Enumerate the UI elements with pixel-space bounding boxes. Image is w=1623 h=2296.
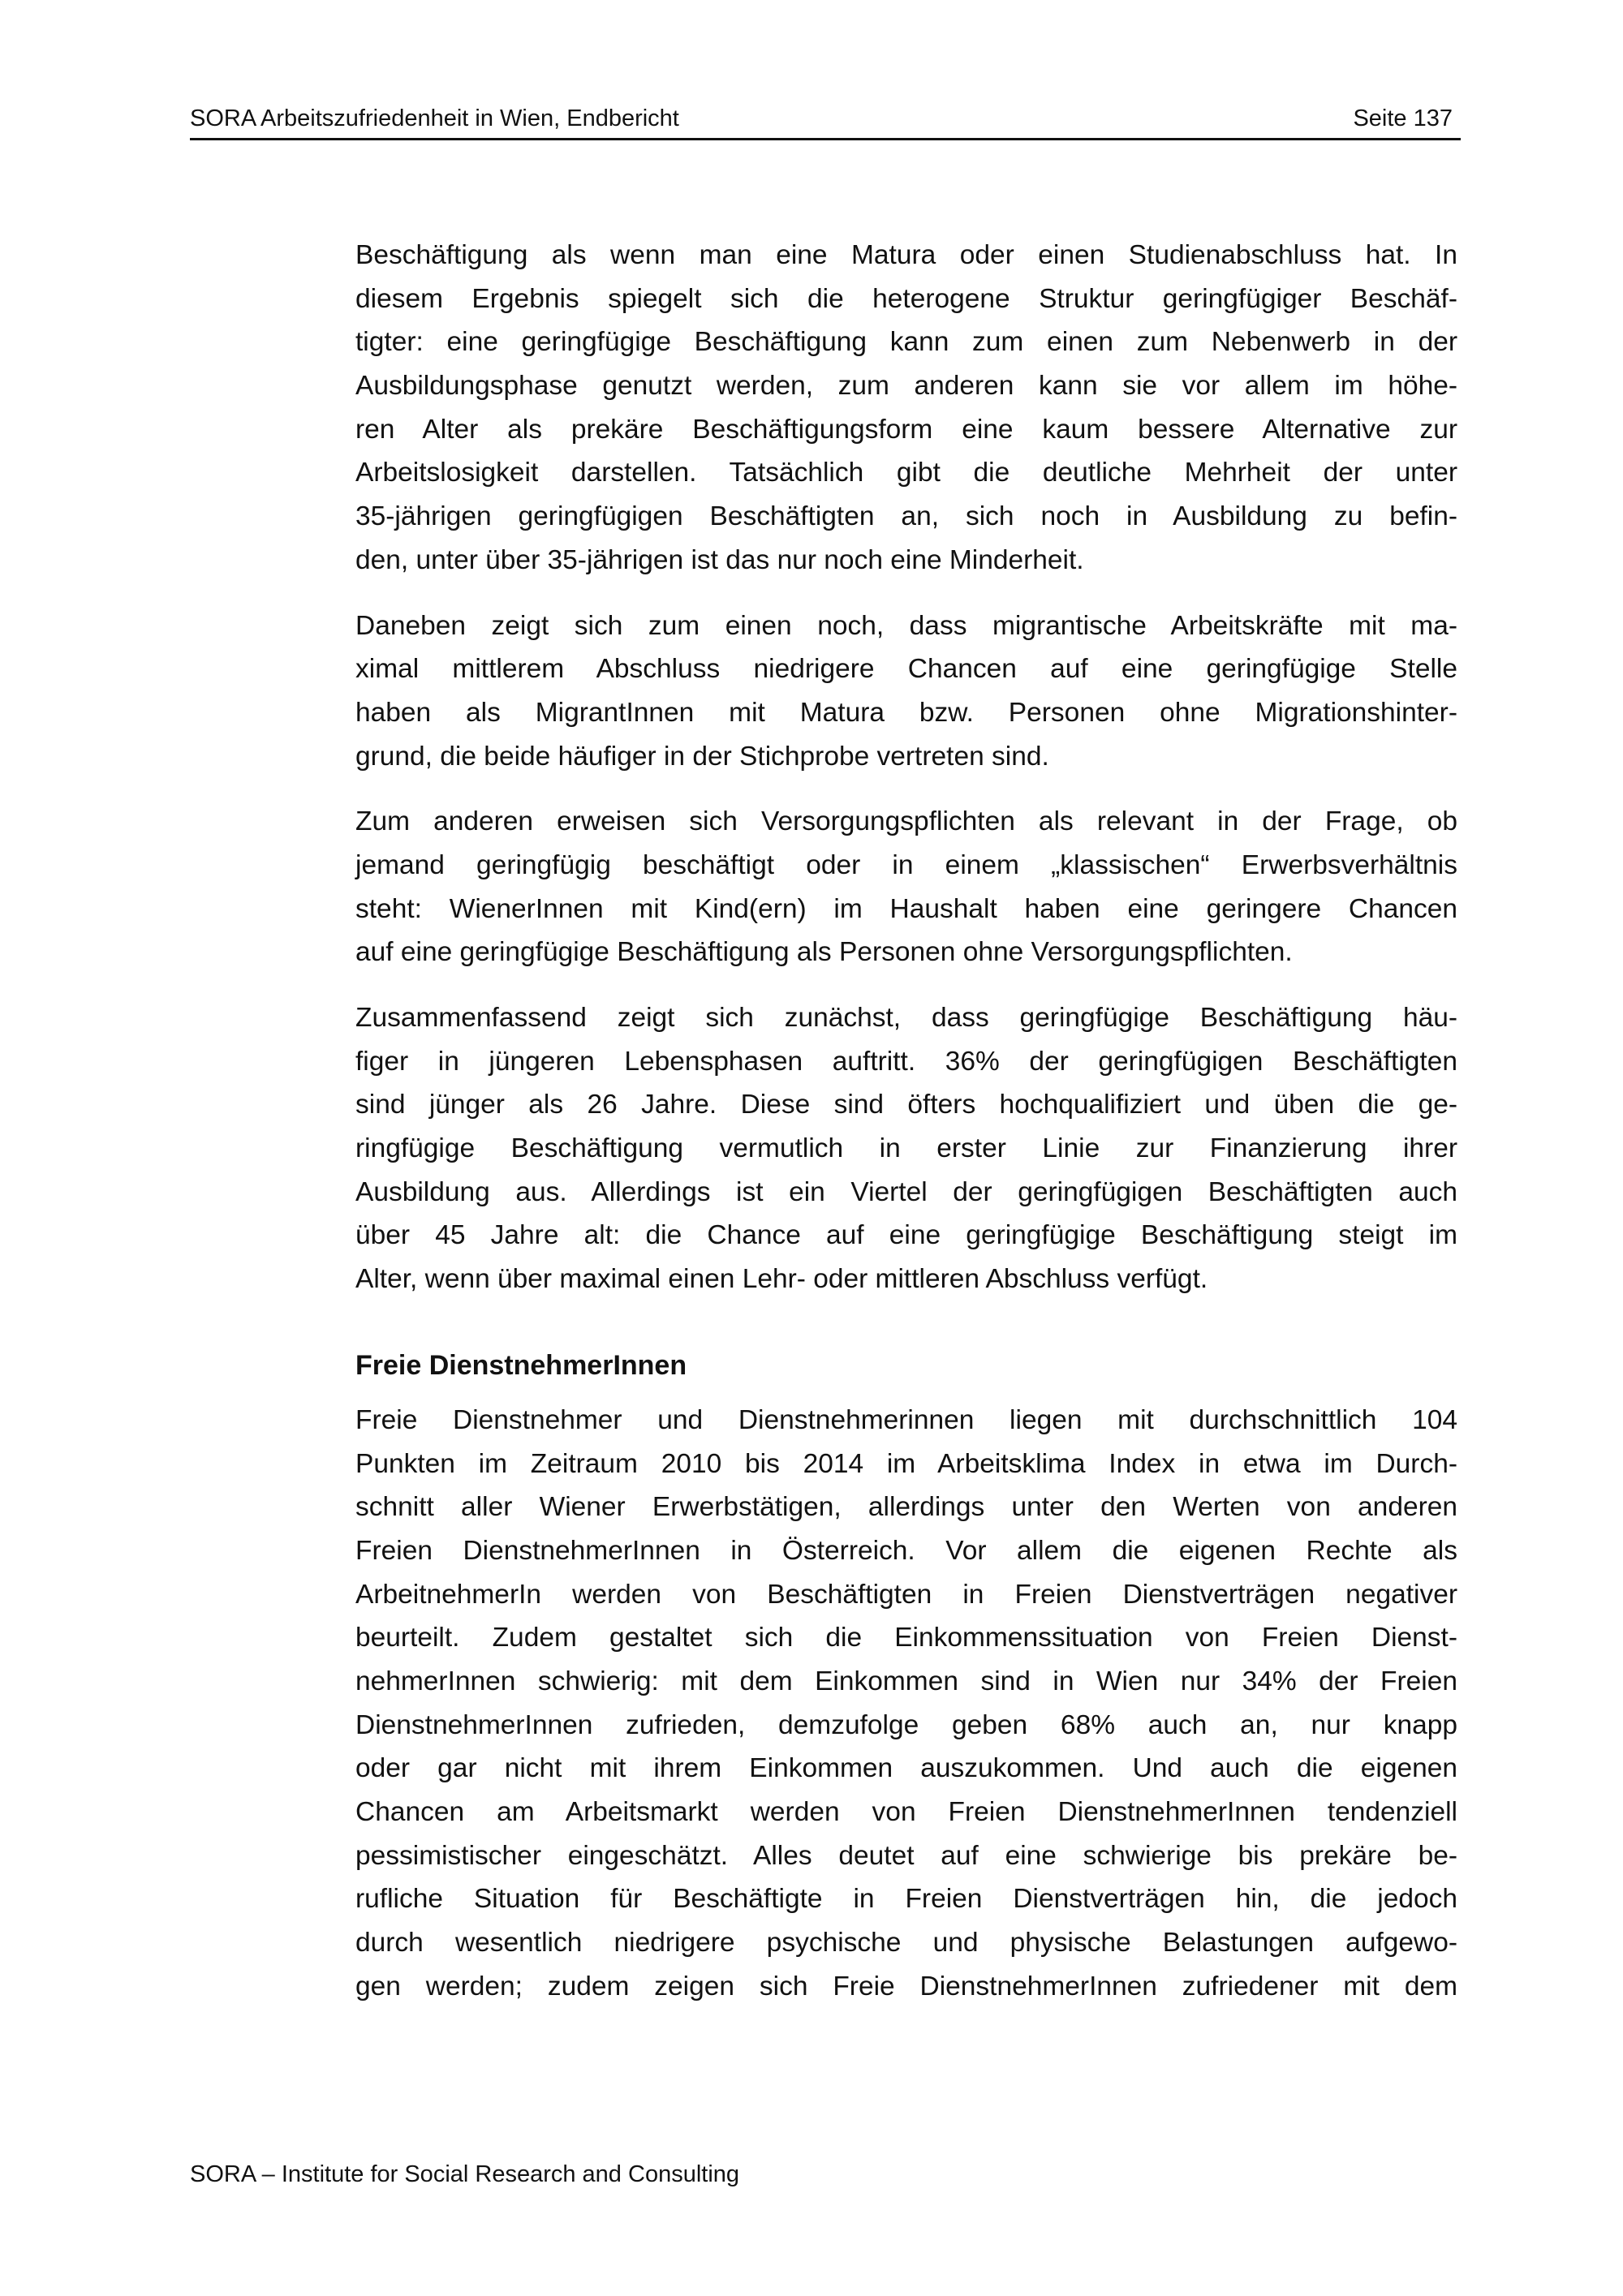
paragraph: [355, 234, 1457, 583]
text-line: diesem Ergebnis spiegelt sich die heterogene Struktur geringfügiger Beschäf-: [355, 283, 1457, 314]
text-line: Daneben zeigt sich zum einen noch, dass migrantische Arbeitskräfte mit ma-: [355, 610, 1457, 641]
page-header: [190, 102, 1461, 140]
text-line: beurteilt. Zudem gestaltet sich die Einkommenssituation von Freien Dienst-: [355, 1623, 1457, 1653]
text-line: Arbeitslosigkeit darstellen. Tatsächlich gibt die deutliche Mehrheit der unter: [355, 458, 1457, 488]
text-line: gen werden; zudem zeigen sich Freie DienstnehmerInnen zufriedener mit dem: [355, 1971, 1457, 2001]
body-content: [355, 234, 1457, 2030]
page-number: Seite 137: [1353, 105, 1453, 131]
text-line: schnitt aller Wiener Erwerbstätigen, allerdings unter den Werten von anderen: [355, 1492, 1457, 1523]
text-line: jemand geringfügig beschäftigt oder in einem „klassischen“ Erwerbsverhältnis: [355, 849, 1457, 880]
text-line: Zusammenfassend zeigt sich zunächst, dass geringfügige Beschäftigung häu-: [355, 1003, 1457, 1033]
header-title: SORA Arbeitszufriedenheit in Wien, Endbericht: [190, 105, 679, 131]
text-line: Beschäftigung als wenn man eine Matura oder einen Studienabschluss hat. In: [355, 240, 1457, 270]
text-line: oder gar nicht mit ihrem Einkommen auszukommen. Und auch die eigenen: [355, 1753, 1457, 1784]
text-line: sind jünger als 26 Jahre. Diese sind öfters hochqualifiziert und üben die ge-: [355, 1090, 1457, 1120]
section-heading: Freie DienstnehmerInnen: [355, 1349, 687, 1381]
text-line: ximal mittlerem Abschluss niedrigere Chancen auf eine geringfügige Stelle: [355, 654, 1457, 685]
paragraph: [355, 800, 1457, 974]
page-footer: SORA – Institute for Social Research and Consulting: [190, 2161, 740, 2187]
text-line: den, unter über 35-jährigen ist das nur noch eine Minderheit.: [355, 544, 1084, 575]
text-line: ringfügige Beschäftigung vermutlich in erster Linie zur Finanzierung ihrer: [355, 1133, 1457, 1164]
paragraph: [355, 604, 1457, 779]
text-line: figer in jüngeren Lebensphasen auftritt. 36% der geringfügigen Beschäftigten: [355, 1046, 1457, 1077]
text-line: auf eine geringfügige Beschäftigung als Personen ohne Versorgungspflichten.: [355, 937, 1293, 968]
text-line: ren Alter als prekäre Beschäftigungsform eine kaum bessere Alternative zur: [355, 414, 1457, 445]
text-line: DienstnehmerInnen zufrieden, demzufolge geben 68% auch an, nur knapp: [355, 1709, 1457, 1740]
text-line: über 45 Jahre alt: die Chance auf eine geringfügige Beschäftigung steigt im: [355, 1220, 1457, 1251]
text-line: haben als MigrantInnen mit Matura bzw. Personen ohne Migrationshinter-: [355, 697, 1457, 728]
paragraph: [355, 996, 1457, 1301]
text-line: rufliche Situation für Beschäftigte in Freien Dienstverträgen hin, die jedoch: [355, 1884, 1457, 1915]
text-line: tigter: eine geringfügige Beschäftigung kann zum einen zum Nebenwerb in der: [355, 327, 1457, 358]
text-line: Zum anderen erweisen sich Versorgungspflichten als relevant in der Frage, ob: [355, 806, 1457, 837]
text-line: ArbeitnehmerIn werden von Beschäftigten in Freien Dienstverträgen negativer: [355, 1579, 1457, 1610]
text-line: Ausbildungsphase genutzt werden, zum anderen kann sie vor allem im höhe-: [355, 371, 1457, 402]
text-line: Freie Dienstnehmer und Dienstnehmerinnen liegen mit durchschnittlich 104: [355, 1404, 1457, 1435]
text-line: durch wesentlich niedrigere psychische und physische Belastungen aufgewo-: [355, 1928, 1457, 1958]
intro-paragraphs: [355, 234, 1457, 1301]
text-line: nehmerInnen schwierig: mit dem Einkommen sind in Wien nur 34% der Freien: [355, 1666, 1457, 1696]
text-line: pessimistischer eingeschätzt. Alles deutet auf eine schwierige bis prekäre be-: [355, 1840, 1457, 1871]
text-line: steht: WienerInnen mit Kind(ern) im Haushalt haben eine geringere Chancen: [355, 893, 1457, 924]
section-paragraph: [355, 1399, 1457, 2009]
text-line: Punkten im Zeitraum 2010 bis 2014 im Arbeitsklima Index in etwa im Durch-: [355, 1448, 1457, 1479]
text-line: 35-jährigen geringfügigen Beschäftigten an, sich noch in Ausbildung zu befin-: [355, 501, 1457, 532]
text-line: Ausbildung aus. Allerdings ist ein Viertel der geringfügigen Beschäftigten auch: [355, 1176, 1457, 1207]
text-line: Chancen am Arbeitsmarkt werden von Freien DienstnehmerInnen tendenziell: [355, 1797, 1457, 1827]
text-line: grund, die beide häufiger in der Stichprobe vertreten sind.: [355, 741, 1049, 772]
text-line: Freien DienstnehmerInnen in Österreich. Vor allem die eigenen Rechte als: [355, 1535, 1457, 1566]
text-line: Alter, wenn über maximal einen Lehr- oder mittleren Abschluss verfügt.: [355, 1264, 1208, 1295]
